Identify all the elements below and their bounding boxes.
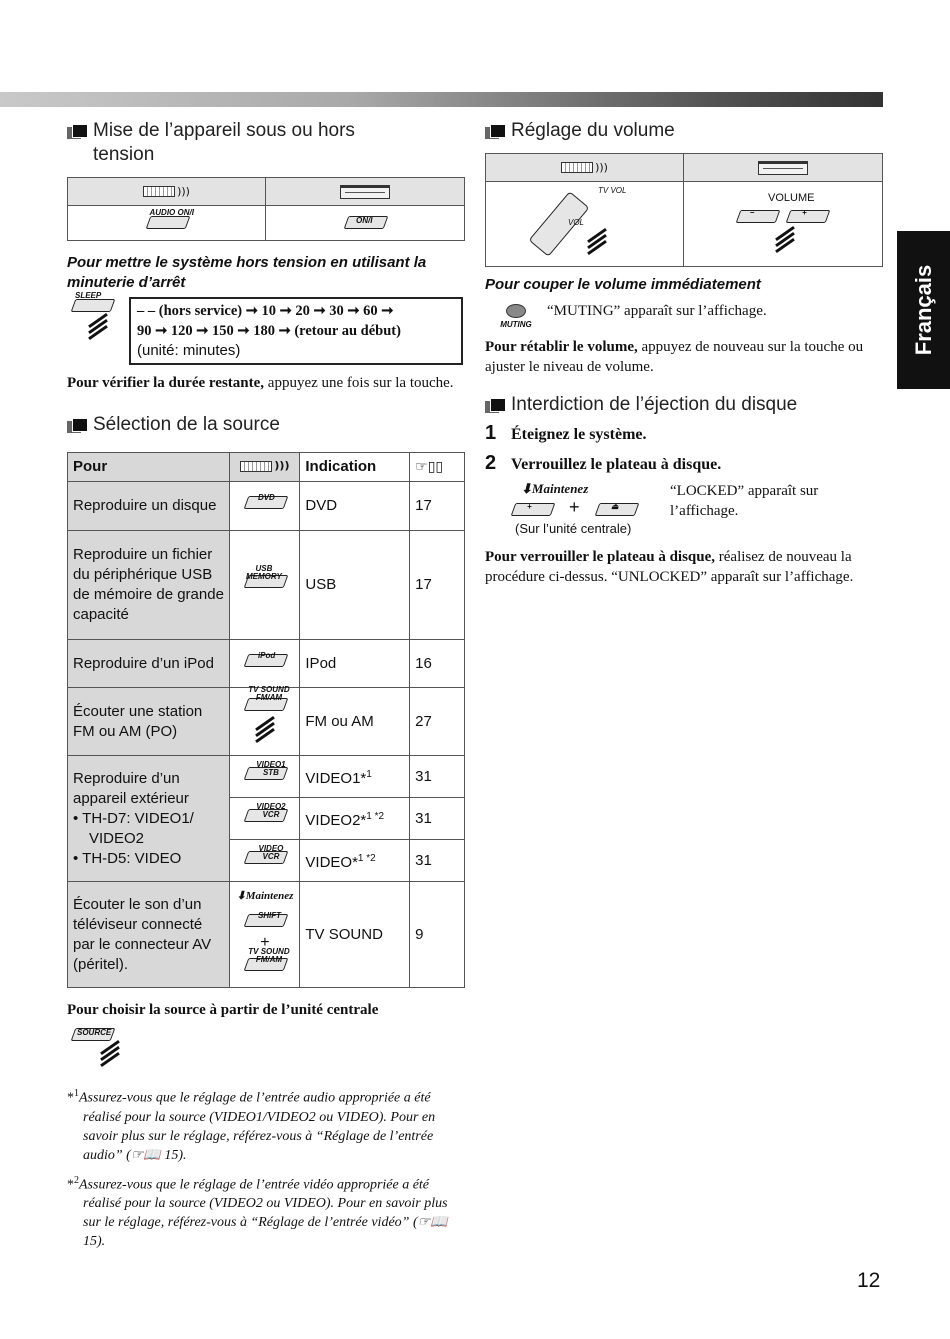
main-unit-icon (758, 161, 808, 175)
mute-button-area: MUTING (485, 301, 547, 329)
unlock-text: Pour verrouiller le plateau à disque, réalisez de nouveau la procédure ci-dessus. “UNLOCKED” apparaît sur l’affichage. (485, 549, 854, 585)
lock-block (485, 481, 883, 539)
header-bar (0, 92, 883, 107)
table-row: Écouter le son d’un téléviseur connecté par le connecteur AV (péritel). ⬇Maintenez SHIFT + TV SOUND FM/AM TV SOUND 9 (68, 882, 465, 988)
volume-up-button[interactable]: + (784, 208, 830, 226)
mute-text: “MUTING” apparaît sur l’affichage. (547, 303, 767, 319)
step-2: 2 Verrouillez le plateau à disque. (485, 452, 722, 474)
table-row: VIDEO2 VCR VIDEO2*$^{1 *2}$ 31 (68, 798, 465, 840)
video2-button[interactable]: VIDEO2 VCR (242, 807, 288, 825)
table-row: Reproduire d’un appareil extérieur • TH-D7: VIDEO1/ VIDEO2 • TH-D5: VIDEO VIDEO1 STB VIDEO1*$^1$ 31 (68, 756, 465, 798)
external-device-cell: Reproduire d’un appareil extérieur • TH-D7: VIDEO1/ VIDEO2 • TH-D5: VIDEO (68, 756, 230, 882)
unit-volume-cell: VOLUME – + (684, 182, 882, 266)
video-button[interactable]: VIDEO VCR (242, 849, 288, 867)
unit-source-heading: Pour choisir la source à partir de l’unité centrale (67, 1002, 379, 1018)
eject-section-title: Interdiction de l’éjection du disque (485, 393, 883, 417)
unit-header (266, 178, 464, 206)
remote-control-icon: ))) (240, 456, 289, 476)
eject-button[interactable]: ⏏ (593, 501, 639, 519)
remote-volume-cell: TV VOL VOL (486, 182, 684, 266)
section-bullet-icon (67, 124, 87, 140)
dvd-button[interactable]: DVD (242, 494, 288, 512)
source-button-area (67, 1022, 465, 1070)
locked-text: “LOCKED” apparaît sur l’affichage. (670, 483, 819, 519)
section-bullet-icon (485, 124, 505, 140)
table-header-row (68, 453, 465, 482)
remote-power-cell (68, 206, 266, 240)
volume-section-title: Réglage du volume (485, 119, 883, 143)
remote-control-icon: ))) (143, 185, 190, 198)
table-row: Reproduire un fichier du périphérique USB de mémoire de grande capacité USB MEMORY USB 17 (68, 531, 465, 640)
volume-button-grid (485, 153, 883, 267)
unit-power-button[interactable]: ON/I (342, 214, 388, 232)
main-unit-icon (340, 185, 390, 199)
footnote-1: *$^1$Assurez-vous que le réglage de l’entrée audio appropriée a été réalisé pour la source (VIDEO1/VIDEO2 ou VIDEO). Pour en savoir plus sur le réglage, référez-vous à “Réglage de l’entrée audio” (☞📖 15). (67, 1088, 436, 1163)
shift-button[interactable]: SHIFT (242, 912, 288, 930)
press-icon (582, 230, 612, 252)
lock-buttons: ⬇Maintenez + + ⏏ (Sur l’unité centrale) (485, 481, 670, 539)
mute-block (485, 301, 883, 329)
step-1: 1 Éteignez le système. (485, 422, 647, 444)
fm-am-button[interactable]: TV SOUND FM/AM (242, 696, 288, 714)
ipod-button[interactable]: iPod (242, 652, 288, 670)
left-column (67, 119, 465, 1251)
remote-header (486, 154, 684, 182)
power-button-grid (67, 177, 465, 241)
header-indication: Indication (300, 453, 410, 482)
usb-memory-button[interactable]: USB MEMORY (242, 573, 288, 591)
audio-power-button[interactable]: AUDIO ON/I (144, 214, 190, 232)
reference-book-icon: ☞▯▯ (415, 459, 444, 475)
page-number: 12 (857, 1269, 881, 1292)
check-remaining-text: Pour vérifier la durée restante, appuyez une fois sur la touche. (67, 375, 454, 391)
right-column (485, 119, 883, 587)
press-icon (95, 1042, 125, 1064)
table-row: Écouter une station FM ou AM (PO) TV SOUND FM/AM FM ou AM 27 (68, 688, 465, 756)
power-section-title: Mise de l’appareil sous ou hors tension (67, 119, 465, 167)
header-pour: Pour (68, 453, 230, 482)
remote-header (68, 178, 266, 206)
source-table (67, 452, 465, 988)
footnote-2: *$^2$Assurez-vous que le réglage de l’entrée vidéo appropriée a été réalisé pour la source (VIDEO2 ou VIDEO). Pour en savoir plus sur le réglage, référez-vous à “Réglage de l’entrée vidéo” (☞📖 15). (67, 1174, 448, 1250)
sleep-sequence-box: – – (hors service) ➞ 10 ➞ 20 ➞ 30 ➞ 60 ➞ 90 ➞ 120 ➞ 150 ➞ 180 ➞ (retour au début) (unité: minutes) (129, 297, 463, 365)
table-row: Reproduire d’un iPod iPod IPod 16 (68, 640, 465, 688)
muting-button[interactable] (506, 304, 526, 318)
mute-heading: Pour couper le volume immédiatement (485, 276, 761, 293)
press-icon (83, 315, 113, 337)
restore-volume-text: Pour rétablir le volume, appuyez de nouveau sur la touche ou ajuster le niveau de volume. (485, 339, 864, 375)
volume-down-button[interactable]: – (734, 208, 780, 226)
sleep-button[interactable]: SLEEP (69, 297, 115, 315)
source-button[interactable]: SOURCE (69, 1026, 115, 1044)
sleep-button-area (67, 291, 129, 365)
language-tab: Français (897, 231, 950, 389)
stop-button[interactable]: + (509, 501, 555, 519)
press-icon (250, 720, 280, 742)
sleep-heading: Pour mettre le système hors tension en utilisant la minuterie d’arrêt (67, 254, 427, 291)
hold-label: ⬇Maintenez (236, 890, 294, 902)
plus-sign: + (260, 934, 270, 951)
press-icon (770, 228, 800, 250)
source-section-title: Sélection de la source (67, 413, 465, 437)
video1-button[interactable]: VIDEO1 STB (242, 765, 288, 783)
table-row: VIDEO VCR VIDEO*$^{1 *2}$ 31 (68, 840, 465, 882)
table-row: Reproduire un disque DVD DVD 17 (68, 482, 465, 531)
unit-power-cell (266, 206, 464, 240)
remote-control-icon: ))) (561, 161, 608, 174)
unit-header (684, 154, 882, 182)
section-bullet-icon (67, 418, 87, 434)
footnotes (67, 1084, 465, 1251)
section-bullet-icon (485, 398, 505, 414)
sleep-block (67, 291, 465, 365)
tv-sound-button[interactable]: TV SOUND FM/AM (242, 956, 288, 974)
